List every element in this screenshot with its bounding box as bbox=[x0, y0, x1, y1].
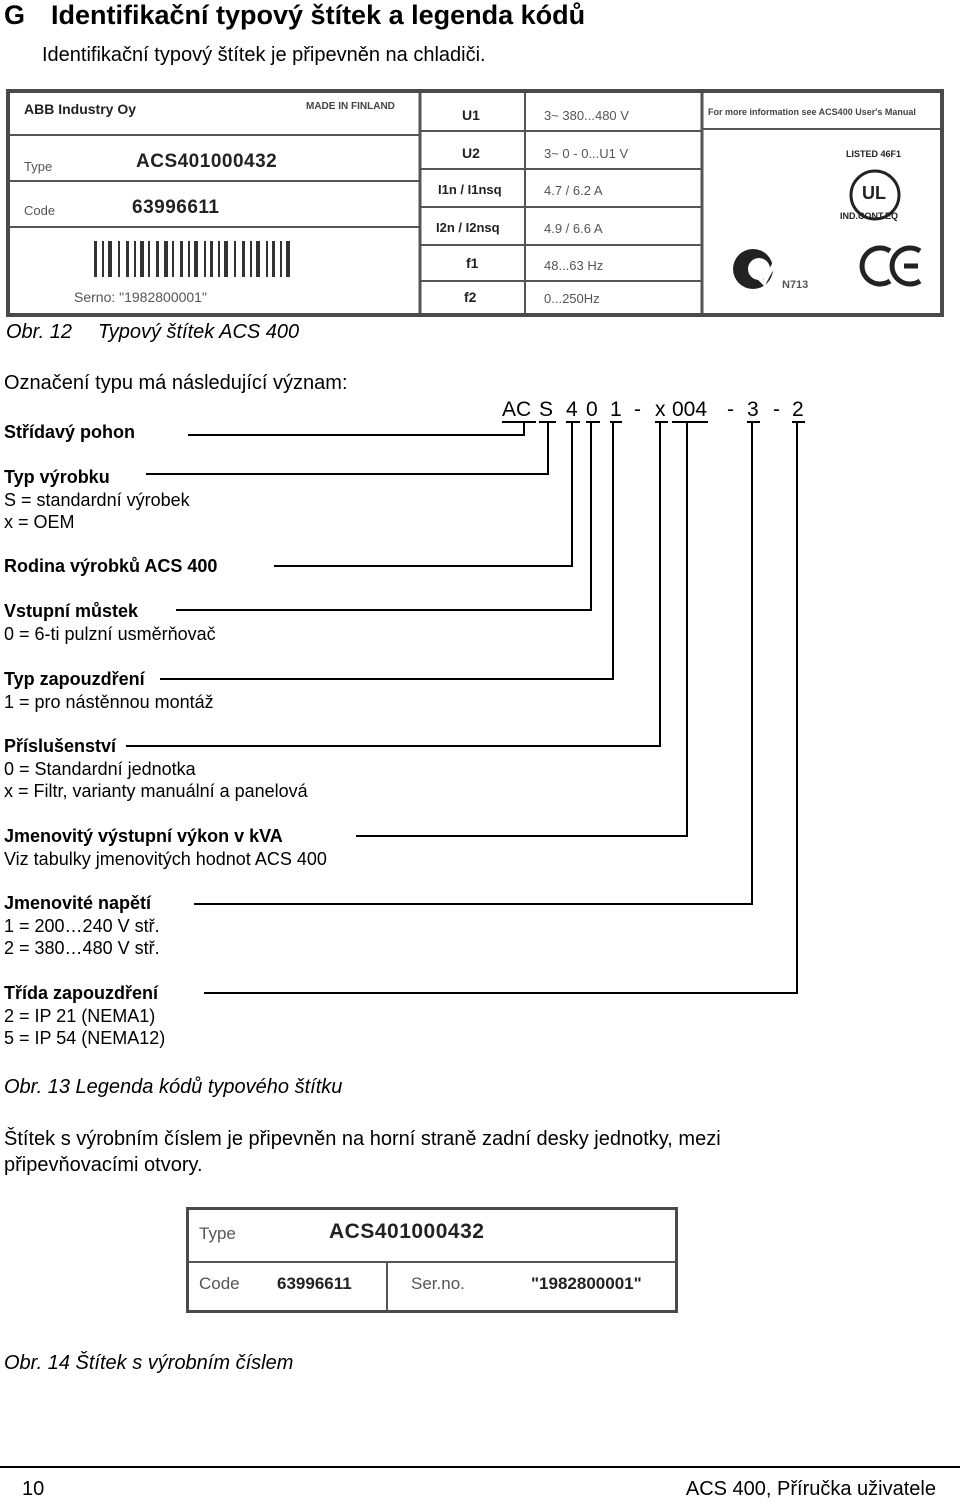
serial-code-value: 63996611 bbox=[277, 1274, 352, 1293]
plate-row-label: f1 bbox=[466, 255, 479, 271]
legend-item bbox=[4, 982, 165, 1050]
plate-type-label: Type bbox=[24, 159, 53, 174]
legend-title: Jmenovité napětí bbox=[4, 893, 152, 913]
fig14-label: Obr. 14 bbox=[4, 1352, 70, 1374]
plate-more-info: For more information see ACS400 User's Manual bbox=[708, 107, 916, 117]
serial-ser-value: "1982800001" bbox=[531, 1274, 642, 1293]
plate-row-value: 3~ 0 - 0...U1 V bbox=[544, 146, 629, 161]
code-char: 3 bbox=[747, 398, 759, 421]
legend-title: Typ zapouzdření bbox=[4, 669, 145, 689]
legend-item bbox=[4, 825, 327, 870]
code-char: x bbox=[655, 398, 666, 421]
section-letter: G bbox=[4, 0, 26, 30]
serial-ser-label: Ser.no. bbox=[411, 1274, 465, 1293]
fig13-label: Obr. 13 bbox=[4, 1076, 70, 1098]
serial-text: Štítek s výrobním číslem je připevněn na horní straně zadní desky jednotky, mezi připevňovacími otvory. bbox=[4, 1128, 721, 1176]
legend-title: Rodina výrobků ACS 400 bbox=[4, 556, 218, 576]
fig12-label: Obr. 12 bbox=[6, 321, 72, 343]
legend-line: 0 = 6-ti pulzní usměrňovač bbox=[4, 623, 216, 644]
code-char: 2 bbox=[792, 398, 804, 421]
code-char: - bbox=[727, 398, 734, 421]
plate-row-value: 3~ 380...480 V bbox=[544, 108, 629, 123]
plate-row-label: U2 bbox=[462, 145, 480, 161]
plate-serno: Serno: "1982800001" bbox=[74, 289, 207, 305]
serial-type-label: Type bbox=[199, 1224, 236, 1243]
legend-title: Vstupní můstek bbox=[4, 601, 139, 621]
plate-row-label: U1 bbox=[462, 107, 480, 123]
legend-title: Příslušenství bbox=[4, 736, 117, 756]
meaning-text: Označení typu má následující význam: bbox=[4, 372, 348, 394]
plate-row-value: 4.9 / 6.6 A bbox=[544, 221, 603, 236]
legend-item bbox=[4, 466, 190, 534]
legend-line: x = Filtr, varianty manuální a panelová bbox=[4, 781, 308, 801]
fig13-title: Legenda kódů typového štítku bbox=[75, 1076, 343, 1098]
code-char: 1 bbox=[610, 398, 622, 421]
plate-row-label: f2 bbox=[464, 289, 477, 305]
code-char: S bbox=[539, 398, 554, 421]
plate-company: ABB Industry Oy bbox=[24, 101, 137, 117]
legend-line: 2 = 380…480 V stř. bbox=[4, 938, 160, 958]
legend-line: 1 = pro nástěnnou montáž bbox=[4, 691, 214, 712]
legend-title: Třída zapouzdření bbox=[4, 983, 159, 1003]
plate-row-value: 0...250Hz bbox=[544, 291, 600, 306]
legend-line: x = OEM bbox=[4, 512, 75, 532]
serial-code-label: Code bbox=[199, 1274, 240, 1293]
code-char: 004 bbox=[672, 398, 708, 421]
serial-plate bbox=[186, 1207, 678, 1313]
code-char: - bbox=[634, 398, 641, 421]
footer-rule bbox=[0, 1466, 960, 1468]
fig14-caption bbox=[4, 1352, 293, 1375]
fig14-title: Štítek s výrobním číslem bbox=[75, 1352, 294, 1374]
legend-line: 5 = IP 54 (NEMA12) bbox=[4, 1028, 166, 1048]
legend-title: Střídavý pohon bbox=[4, 422, 136, 442]
legend-line: 2 = IP 21 (NEMA1) bbox=[4, 1005, 156, 1026]
plate-ul-text: UL bbox=[862, 183, 886, 203]
plate-row-value: 48...63 Hz bbox=[544, 258, 604, 273]
legend-line: Viz tabulky jmenovitých hodnot ACS 400 bbox=[4, 848, 327, 869]
section-title: Identifikační typový štítek a legenda kódů bbox=[51, 0, 586, 30]
legend-item bbox=[4, 668, 214, 713]
legend-title: Jmenovitý výstupní výkon v kVA bbox=[4, 826, 283, 846]
plate-code-value: 63996611 bbox=[132, 197, 220, 218]
legend-line: S = standardní výrobek bbox=[4, 489, 190, 510]
legend-item bbox=[4, 422, 135, 443]
code-char: 4 bbox=[566, 398, 578, 421]
code-char: AC bbox=[502, 398, 532, 421]
code-char: - bbox=[773, 398, 780, 421]
legend-item bbox=[4, 600, 216, 645]
legend-item bbox=[4, 892, 160, 960]
legend-title: Typ výrobku bbox=[4, 467, 110, 487]
plate-row-label: I1n / I1nsq bbox=[438, 182, 502, 197]
plate-ul-listed: LISTED 46F1 bbox=[846, 149, 902, 159]
plate-code-label: Code bbox=[24, 203, 56, 218]
plate-row-label: I2n / I2nsq bbox=[436, 220, 500, 235]
plate-row-value: 4.7 / 6.2 A bbox=[544, 183, 603, 198]
plate-ctick-code: N713 bbox=[782, 279, 809, 291]
code-char: 0 bbox=[586, 398, 598, 421]
legend-line: 1 = 200…240 V stř. bbox=[4, 915, 160, 936]
fig13-caption bbox=[4, 1076, 342, 1099]
plate-made-in: MADE IN FINLAND bbox=[306, 101, 395, 112]
plate-ul-sub: IND.CONT.EQ bbox=[840, 211, 899, 221]
footer-page-number: 10 bbox=[22, 1478, 45, 1500]
legend-item bbox=[4, 556, 217, 577]
legend-line: 0 = Standardní jednotka bbox=[4, 758, 196, 779]
plate-type-value: ACS401000432 bbox=[136, 151, 278, 172]
footer-manual-title: ACS 400, Příručka uživatele bbox=[685, 1478, 936, 1500]
fig12-title: Typový štítek ACS 400 bbox=[97, 321, 300, 343]
legend-item bbox=[4, 735, 308, 803]
serial-type-value: ACS401000432 bbox=[329, 1220, 485, 1243]
intro-text: Identifikační typový štítek je připevněn na chladiči. bbox=[42, 44, 486, 66]
